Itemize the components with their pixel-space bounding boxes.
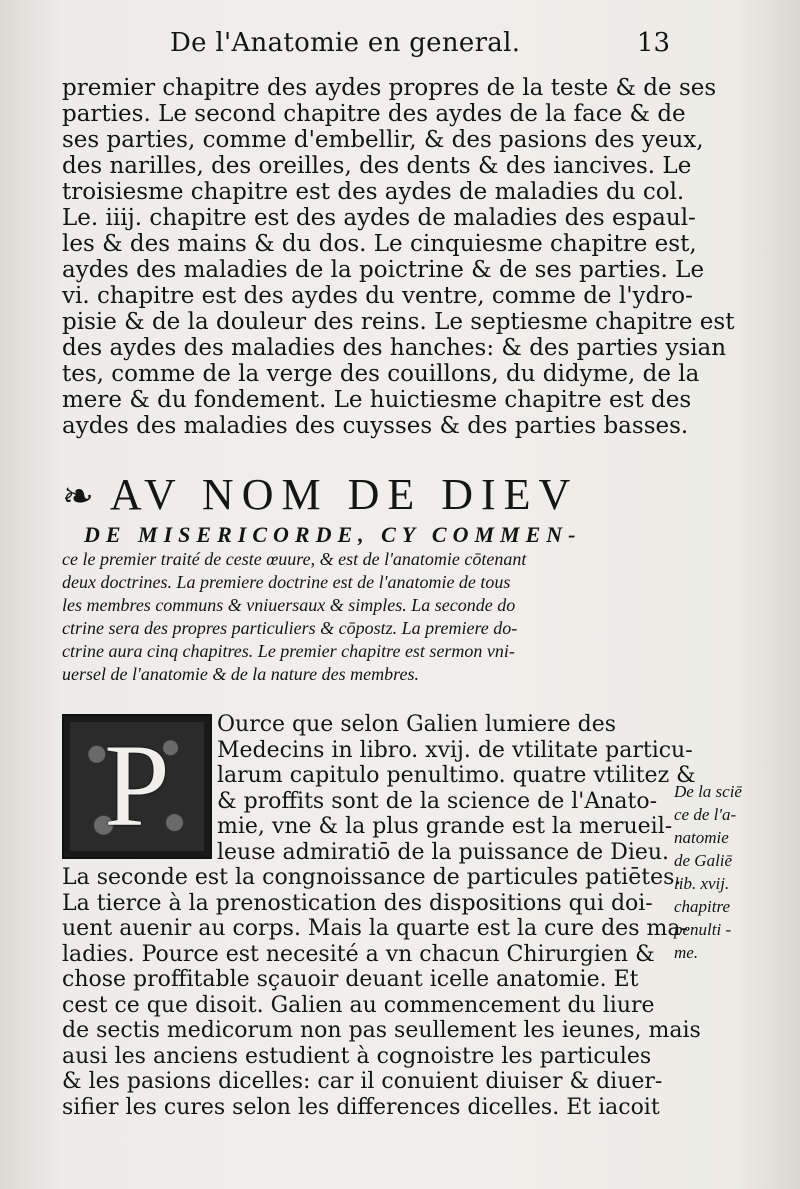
heading-italic-line: ctrine sera des propres particuliers & cōpostz. La premiere do- xyxy=(62,618,518,638)
heading-main xyxy=(62,470,662,522)
heading-italic-line: uersel de l'anatomie & de la nature des membres. xyxy=(62,664,419,684)
sidenote-line: natomie xyxy=(674,828,729,847)
sidenote-line: De la sciē xyxy=(674,782,742,801)
text-line: de sectis medicorum non pas seullement les ieunes, mais xyxy=(62,1018,701,1043)
text-line: ausi les anciens estudient à cognoistre les particules xyxy=(62,1043,652,1069)
chapter-heading xyxy=(62,470,662,686)
text-line: leuse admiratiō de la puissance de Dieu. xyxy=(217,839,670,865)
text-line: Medecins in libro. xvij. de vtilitate particu- xyxy=(217,737,693,763)
marginal-note xyxy=(674,780,784,964)
heading-italic-line: les membres communs & vniuersaux & simples. La seconde do xyxy=(62,595,516,615)
text-line: des narilles, des oreilles, des dents & des iancives. Le xyxy=(62,153,692,179)
sidenote-line: chapitre xyxy=(674,897,731,916)
text-line: premier chapitre des aydes propres de la teste & de ses xyxy=(62,75,717,101)
text-line: mere & du fondement. Le huictiesme chapitre est des xyxy=(62,387,692,413)
page-number: 13 xyxy=(636,28,670,58)
heading-italic-line: ce le premier traité de ceste œuure, & est de l'anatomie cōtenant xyxy=(62,549,527,569)
body-indented-block xyxy=(62,712,696,865)
text-line: La seconde est la congnoissance de particules patiētes. xyxy=(62,865,682,890)
text-line: chose proffitable sçauoir deuant icelle anatomie. Et xyxy=(62,967,639,992)
text-line: troisiesme chapitre est des aydes de maladies du col. xyxy=(62,179,685,205)
heading-italic-line: ctrine aura cinq chapitres. Le premier chapitre est sermon vni- xyxy=(62,641,515,661)
text-line: La tierce à la prenostication des dispositions qui doi- xyxy=(62,890,653,916)
fleuron-icon: ❧ xyxy=(62,476,102,518)
sidenote-line: ce de l'a- xyxy=(674,805,737,824)
text-line: larum capitulo penultimo. quatre vtilitez & xyxy=(217,763,696,788)
text-line: sifier les cures selon les differences dicelles. Et iacoit xyxy=(62,1094,660,1120)
sidenote-line: de Galiē xyxy=(674,851,733,870)
text-line: pisie & de la douleur des reins. Le septiesme chapitre est xyxy=(62,309,735,335)
text-line: mie, vne & la plus grande est la merueil- xyxy=(217,814,673,839)
text-line: ladies. Pource est necesité a vn chacun Chirurgien & xyxy=(62,941,655,967)
top-paragraph xyxy=(62,75,735,439)
initial-letter: P xyxy=(104,720,170,851)
heading-title: AV NOM DE DIEV xyxy=(109,470,579,519)
text-line: parties. Le second chapitre des aydes de la face & de xyxy=(62,101,686,127)
running-head: De l'Anatomie en general. xyxy=(170,28,521,58)
text-line: Ource que selon Galien lumiere des xyxy=(217,712,617,737)
text-line: aydes des maladies des cuysses & des parties basses. xyxy=(62,413,689,439)
text-line: les & des mains & du dos. Le cinquiesme chapitre est, xyxy=(62,231,697,257)
text-line: & proffits sont de la science de l'Anato- xyxy=(217,788,658,814)
heading-subtitle: DE MISERICORDE, CY COMMEN- xyxy=(84,522,582,547)
sidenote-line: penulti - xyxy=(674,920,732,939)
text-line: Le. iiij. chapitre est des aydes de maladies des espaul- xyxy=(62,205,696,231)
body-full-block xyxy=(62,865,701,1120)
text-line: uent auenir au corps. Mais la quarte est la cure des ma- xyxy=(62,916,688,941)
page-header xyxy=(170,28,670,64)
text-line: & les pasions dicelles: car il conuient diuiser & diuer- xyxy=(62,1069,663,1094)
text-line: ses parties, comme d'embellir, & des pasions des yeux, xyxy=(62,127,704,153)
text-line: aydes des maladies de la poictrine & de ses parties. Le xyxy=(62,257,705,283)
text-line: des aydes des maladies des hanches: & des parties ysian xyxy=(62,335,727,361)
heading-italic-line: deux doctrines. La premiere doctrine est de l'anatomie de tous xyxy=(62,572,511,592)
text-line: vi. chapitre est des aydes du ventre, comme de l'ydro- xyxy=(62,283,693,309)
sidenote-line: me. xyxy=(674,943,699,962)
text-line: tes, comme de la verge des couillons, du didyme, de la xyxy=(62,361,700,387)
body-text xyxy=(62,712,701,1120)
sidenote-line: lib. xvij. xyxy=(674,874,730,893)
text-line: cest ce que disoit. Galien au commencement du liure xyxy=(62,992,655,1018)
